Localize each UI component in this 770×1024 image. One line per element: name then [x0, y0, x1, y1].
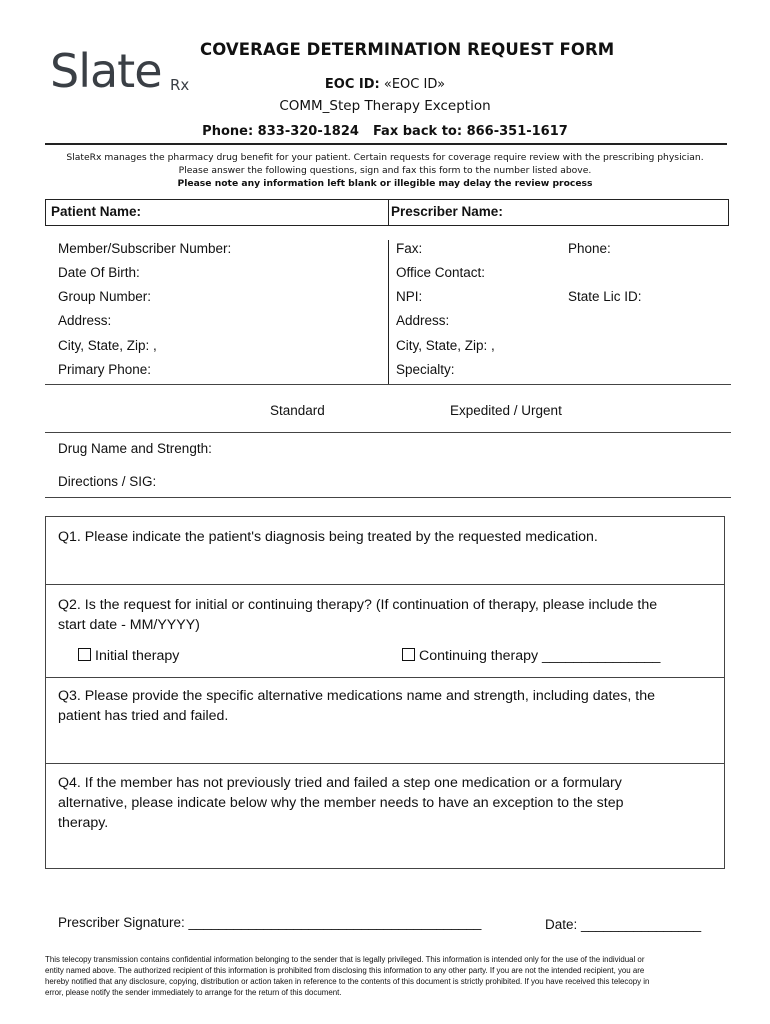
q3-box[interactable]: [45, 677, 725, 764]
prescriber-fax-field[interactable]: Fax:: [396, 241, 423, 256]
q4-box[interactable]: [45, 763, 725, 869]
q3-text-line-2: patient has tried and failed.: [58, 708, 229, 724]
urgency-bottom-rule: [45, 432, 731, 433]
prescriber-name-label: Prescriber Name:: [391, 204, 503, 219]
q4-text-line-2: alternative, please indicate below why the member needs to have an exception to the step: [58, 795, 624, 811]
dob-field[interactable]: Date Of Birth:: [58, 265, 140, 280]
name-header-box: [45, 199, 729, 226]
intro-line-3: Please note any information left blank or illegible may delay the review process: [177, 178, 593, 189]
standard-label: Standard: [270, 403, 325, 418]
info-column-divider: [388, 240, 389, 384]
patient-phone-field[interactable]: Primary Phone:: [58, 362, 152, 377]
continuing-therapy-option[interactable]: [402, 646, 660, 666]
continuing-therapy-label: Continuing therapy _______________: [419, 648, 661, 664]
info-bottom-rule: [45, 384, 731, 385]
phone-number: Phone: 833-320-1824: [202, 124, 359, 139]
q4-text-line-1: Q4. If the member has not previously tried and failed a step one medication or a formulary: [58, 775, 622, 791]
eoc-id-label: EOC ID:: [324, 77, 380, 92]
expedited-option[interactable]: [442, 403, 562, 418]
intro-line-1: SlateRx manages the pharmacy drug benefit for your patient. Certain requests for coverage require review with the prescribing physician.: [66, 152, 704, 163]
eoc-id-line: [0, 77, 770, 92]
group-number-field[interactable]: Group Number:: [58, 289, 152, 304]
confidentiality-notice: [45, 954, 725, 998]
office-contact-field[interactable]: Office Contact:: [396, 265, 486, 280]
q2-text-line-2: start date - MM/YYYY): [58, 617, 200, 633]
prescriber-signature-field[interactable]: Prescriber Signature: _______________________________________: [58, 915, 482, 930]
initial-therapy-checkbox[interactable]: [78, 648, 91, 661]
prescriber-phone-field[interactable]: Phone:: [568, 241, 611, 256]
member-number-field[interactable]: Member/Subscriber Number:: [58, 241, 232, 256]
patient-city-state-zip-field[interactable]: City, State, Zip: ,: [58, 338, 157, 353]
continuing-therapy-checkbox[interactable]: [402, 648, 415, 661]
signature-date-field[interactable]: Date: ________________: [545, 917, 702, 932]
q1-text: Q1. Please indicate the patient's diagnosis being treated by the requested medication.: [58, 529, 598, 545]
eoc-id-value: «EOC ID»: [383, 77, 446, 92]
fax-back-number: Fax back to: 866-351-1617: [372, 124, 568, 139]
prescriber-address-field[interactable]: Address:: [396, 313, 450, 328]
specialty-field[interactable]: Specialty:: [396, 362, 455, 377]
standard-option[interactable]: [262, 403, 325, 418]
npi-field[interactable]: NPI:: [396, 289, 423, 304]
initial-therapy-label: Initial therapy: [95, 648, 180, 664]
slate-logo: Slate: [50, 44, 162, 98]
comm-line: COMM_Step Therapy Exception: [279, 98, 491, 114]
drug-bottom-rule: [45, 497, 731, 498]
name-box-divider: [388, 200, 389, 225]
q2-box[interactable]: [45, 584, 725, 678]
initial-therapy-option[interactable]: [78, 646, 179, 666]
q3-text-line-1: Q3. Please provide the specific alternative medications name and strength, including dates, the: [58, 688, 656, 704]
form-title: COVERAGE DETERMINATION REQUEST FORM: [200, 40, 615, 59]
patient-name-label: Patient Name:: [51, 204, 142, 219]
directions-sig-field[interactable]: Directions / SIG:: [58, 474, 157, 489]
contact-line: [0, 124, 770, 139]
intro-line-2: Please answer the following questions, sign and fax this form to the number listed above.: [178, 165, 592, 176]
expedited-label: Expedited / Urgent: [450, 403, 562, 418]
footer-line-2: entity named above. The authorized recipient of this information is prohibited from disclosing this information to any other party. If you are not the intended recipient, you are: [45, 966, 645, 975]
footer-line-1: This telecopy transmission contains confidential information belonging to the sender that is legally privileged. This information is intended only for the use of the individual or: [45, 955, 645, 964]
header-divider: [45, 143, 727, 145]
q1-box[interactable]: [45, 516, 725, 585]
q2-text-line-1: Q2. Is the request for initial or continuing therapy? (If continuation of therapy, please include the: [58, 597, 658, 613]
patient-address-field[interactable]: Address:: [58, 313, 112, 328]
footer-line-3: hereby notified that any disclosure, copying, distribution or action taken in reference to the contents of this document is strictly prohibited. If you have received this telecopy in: [45, 977, 650, 986]
prescriber-city-state-zip-field[interactable]: City, State, Zip: ,: [396, 338, 495, 353]
drug-name-strength-field[interactable]: Drug Name and Strength:: [58, 441, 212, 456]
footer-line-4: error, please notify the sender immediately to arrange for the return of this document.: [45, 988, 342, 997]
q4-text-line-3: therapy.: [58, 815, 109, 831]
slate-logo-rx: Rx: [170, 76, 190, 94]
state-lic-field[interactable]: State Lic ID:: [568, 289, 642, 304]
